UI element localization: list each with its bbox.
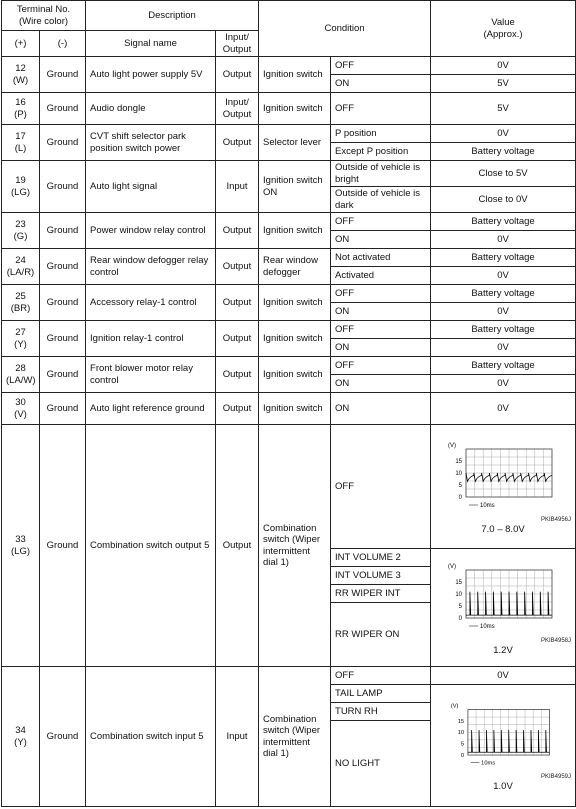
tick-label: 15 — [455, 459, 463, 466]
signal-name: Ignition relay-1 control — [86, 321, 216, 357]
signal-trace — [468, 730, 550, 752]
value: 0V — [431, 125, 576, 143]
condition-group: Combination switch (Wiper intermittent dial 1) — [259, 425, 331, 667]
signal-name: Auto light power supply 5V — [86, 57, 216, 93]
terminal-minus: Ground — [40, 667, 86, 807]
terminal-minus: Ground — [40, 213, 86, 249]
value: Close to 0V — [431, 187, 576, 213]
condition: NO LIGHT — [331, 721, 431, 807]
value: Battery voltage — [431, 321, 576, 339]
terminal-plus: 34 (Y) — [2, 667, 40, 807]
time-label: 10ms — [480, 503, 495, 510]
io-type: Input — [216, 667, 259, 807]
value: Battery voltage — [431, 143, 576, 161]
condition: ON — [331, 375, 431, 393]
condition: OFF — [331, 213, 431, 231]
condition: Outside of vehicle is bright — [331, 161, 431, 187]
value-header: Value (Approx.) — [431, 1, 576, 57]
signal-name: Auto light signal — [86, 161, 216, 213]
io-type: Output — [216, 393, 259, 425]
io-type: Output — [216, 321, 259, 357]
minus-header: (-) — [40, 31, 86, 57]
plus-header: (+) — [2, 31, 40, 57]
io-type: Input — [216, 161, 259, 213]
terminal-plus: 17 (L) — [2, 125, 40, 161]
tick-label: 5 — [458, 483, 463, 490]
io-type: Output — [216, 213, 259, 249]
terminal-minus: Ground — [40, 285, 86, 321]
condition: OFF — [331, 285, 431, 303]
value-waveform: (V) 15 10 5 0 10ms PKIB4956J 7.0 – 8.0V — [431, 425, 576, 549]
tick-label: 0 — [460, 753, 465, 760]
waveform-1-icon — [448, 439, 558, 517]
signal-name: Front blower motor relay control — [86, 357, 216, 393]
value: 0V — [431, 267, 576, 285]
io-type: Output — [216, 125, 259, 161]
terminal-plus: 12 (W) — [2, 57, 40, 93]
value: Battery voltage — [431, 285, 576, 303]
terminal-minus: Ground — [40, 249, 86, 285]
terminal-no-header: Terminal No. (Wire color) — [2, 1, 86, 31]
condition: ON — [331, 231, 431, 249]
signal-name: Auto light reference ground — [86, 393, 216, 425]
value: 0V — [431, 393, 576, 425]
tick-label: 15 — [457, 719, 465, 726]
tick-label: 10 — [455, 471, 463, 478]
terminal-plus: 25 (BR) — [2, 285, 40, 321]
signal-name: Combination switch output 5 — [86, 425, 216, 667]
time-label: 10ms — [480, 624, 495, 631]
condition: TAIL LAMP — [331, 685, 431, 703]
value: Battery voltage — [431, 213, 576, 231]
condition: ON — [331, 339, 431, 357]
condition: RR WIPER INT — [331, 585, 431, 603]
condition: ON — [331, 393, 431, 425]
condition: OFF — [331, 57, 431, 75]
condition-header: Condition — [259, 1, 431, 57]
tick-label: 10 — [455, 592, 463, 599]
unit-label: (V) — [448, 564, 457, 571]
value: Battery voltage — [431, 249, 576, 267]
description-header: Description — [86, 1, 259, 31]
value: Battery voltage — [431, 357, 576, 375]
value: 0V — [431, 339, 576, 357]
condition: INT VOLUME 3 — [331, 567, 431, 585]
terminal-plus: 28 (LA/W) — [2, 357, 40, 393]
condition-group: Ignition switch — [259, 321, 331, 357]
terminal-plus: 19 (LG) — [2, 161, 40, 213]
condition-group: Ignition switch — [259, 213, 331, 249]
io-type: Output — [216, 57, 259, 93]
value: 0V — [431, 303, 576, 321]
condition: OFF — [331, 667, 431, 685]
terminal-plus: 24 (LA/R) — [2, 249, 40, 285]
value: 0V — [431, 667, 576, 685]
condition-group: Ignition switch — [259, 393, 331, 425]
value: 0V — [431, 231, 576, 249]
signal-name-header: Signal name — [86, 31, 216, 57]
terminal-minus: Ground — [40, 57, 86, 93]
signal-name: Accessory relay-1 control — [86, 285, 216, 321]
terminal-plus: 27 (Y) — [2, 321, 40, 357]
terminal-minus: Ground — [40, 357, 86, 393]
tick-label: 0 — [458, 495, 463, 502]
signal-trace — [466, 592, 552, 616]
signal-name: CVT shift selector park position switch power — [86, 125, 216, 161]
condition-group: Combination switch (Wiper intermittent dial 1) — [259, 667, 331, 807]
condition-group: Ignition switch — [259, 285, 331, 321]
terminal-plus: 30 (V) — [2, 393, 40, 425]
terminal-table — [1, 0, 576, 807]
terminal-minus: Ground — [40, 93, 86, 125]
value-waveform: (V) 15 10 5 0 10ms PKIB4959J 1.0V — [431, 685, 576, 807]
condition: OFF — [331, 93, 431, 125]
condition-group: Ignition switch ON — [259, 161, 331, 213]
waveform-2-icon — [448, 560, 558, 638]
tick-label: 0 — [458, 616, 463, 623]
condition: Activated — [331, 267, 431, 285]
condition: INT VOLUME 2 — [331, 549, 431, 567]
condition: ON — [331, 303, 431, 321]
terminal-minus: Ground — [40, 161, 86, 213]
signal-name: Audio dongle — [86, 93, 216, 125]
unit-label: (V) — [450, 703, 459, 710]
terminal-minus: Ground — [40, 125, 86, 161]
condition: OFF — [331, 425, 431, 549]
condition-group: Ignition switch — [259, 93, 331, 125]
condition: Except P position — [331, 143, 431, 161]
io-type: Output — [216, 425, 259, 667]
condition: Not activated — [331, 249, 431, 267]
condition-group: Selector lever — [259, 125, 331, 161]
unit-label: (V) — [448, 443, 457, 450]
value: 5V — [431, 75, 576, 93]
condition-group: Rear window defogger — [259, 249, 331, 285]
terminal-plus: 23 (G) — [2, 213, 40, 249]
tick-label: 5 — [460, 741, 465, 748]
condition: RR WIPER ON — [331, 603, 431, 667]
terminal-plus: 16 (P) — [2, 93, 40, 125]
value: 0V — [431, 375, 576, 393]
condition-group: Ignition switch — [259, 57, 331, 93]
condition: OFF — [331, 321, 431, 339]
condition-group: Ignition switch — [259, 357, 331, 393]
terminal-minus: Ground — [40, 321, 86, 357]
condition: P position — [331, 125, 431, 143]
io-header: Input/ Output — [216, 31, 259, 57]
value: Close to 5V — [431, 161, 576, 187]
io-type: Output — [216, 357, 259, 393]
io-type: Output — [216, 285, 259, 321]
tick-label: 15 — [455, 580, 463, 587]
terminal-minus: Ground — [40, 425, 86, 667]
value: 0V — [431, 57, 576, 75]
tick-label: 10 — [457, 730, 465, 737]
waveform-3-icon — [448, 700, 558, 774]
signal-name: Combination switch input 5 — [86, 667, 216, 807]
condition: ON — [331, 75, 431, 93]
signal-name: Rear window defogger relay control — [86, 249, 216, 285]
terminal-minus: Ground — [40, 393, 86, 425]
io-type: Input/ Output — [216, 93, 259, 125]
condition: Outside of vehicle is dark — [331, 187, 431, 213]
terminal-plus: 33 (LG) — [2, 425, 40, 667]
signal-name: Power window relay control — [86, 213, 216, 249]
value: 5V — [431, 93, 576, 125]
time-label: 10ms — [481, 760, 496, 767]
condition: TURN RH — [331, 703, 431, 721]
io-type: Output — [216, 249, 259, 285]
tick-label: 5 — [458, 604, 463, 611]
value-waveform: (V) 15 10 5 0 10ms PKIB4958J 1.2V — [431, 549, 576, 667]
condition: OFF — [331, 357, 431, 375]
